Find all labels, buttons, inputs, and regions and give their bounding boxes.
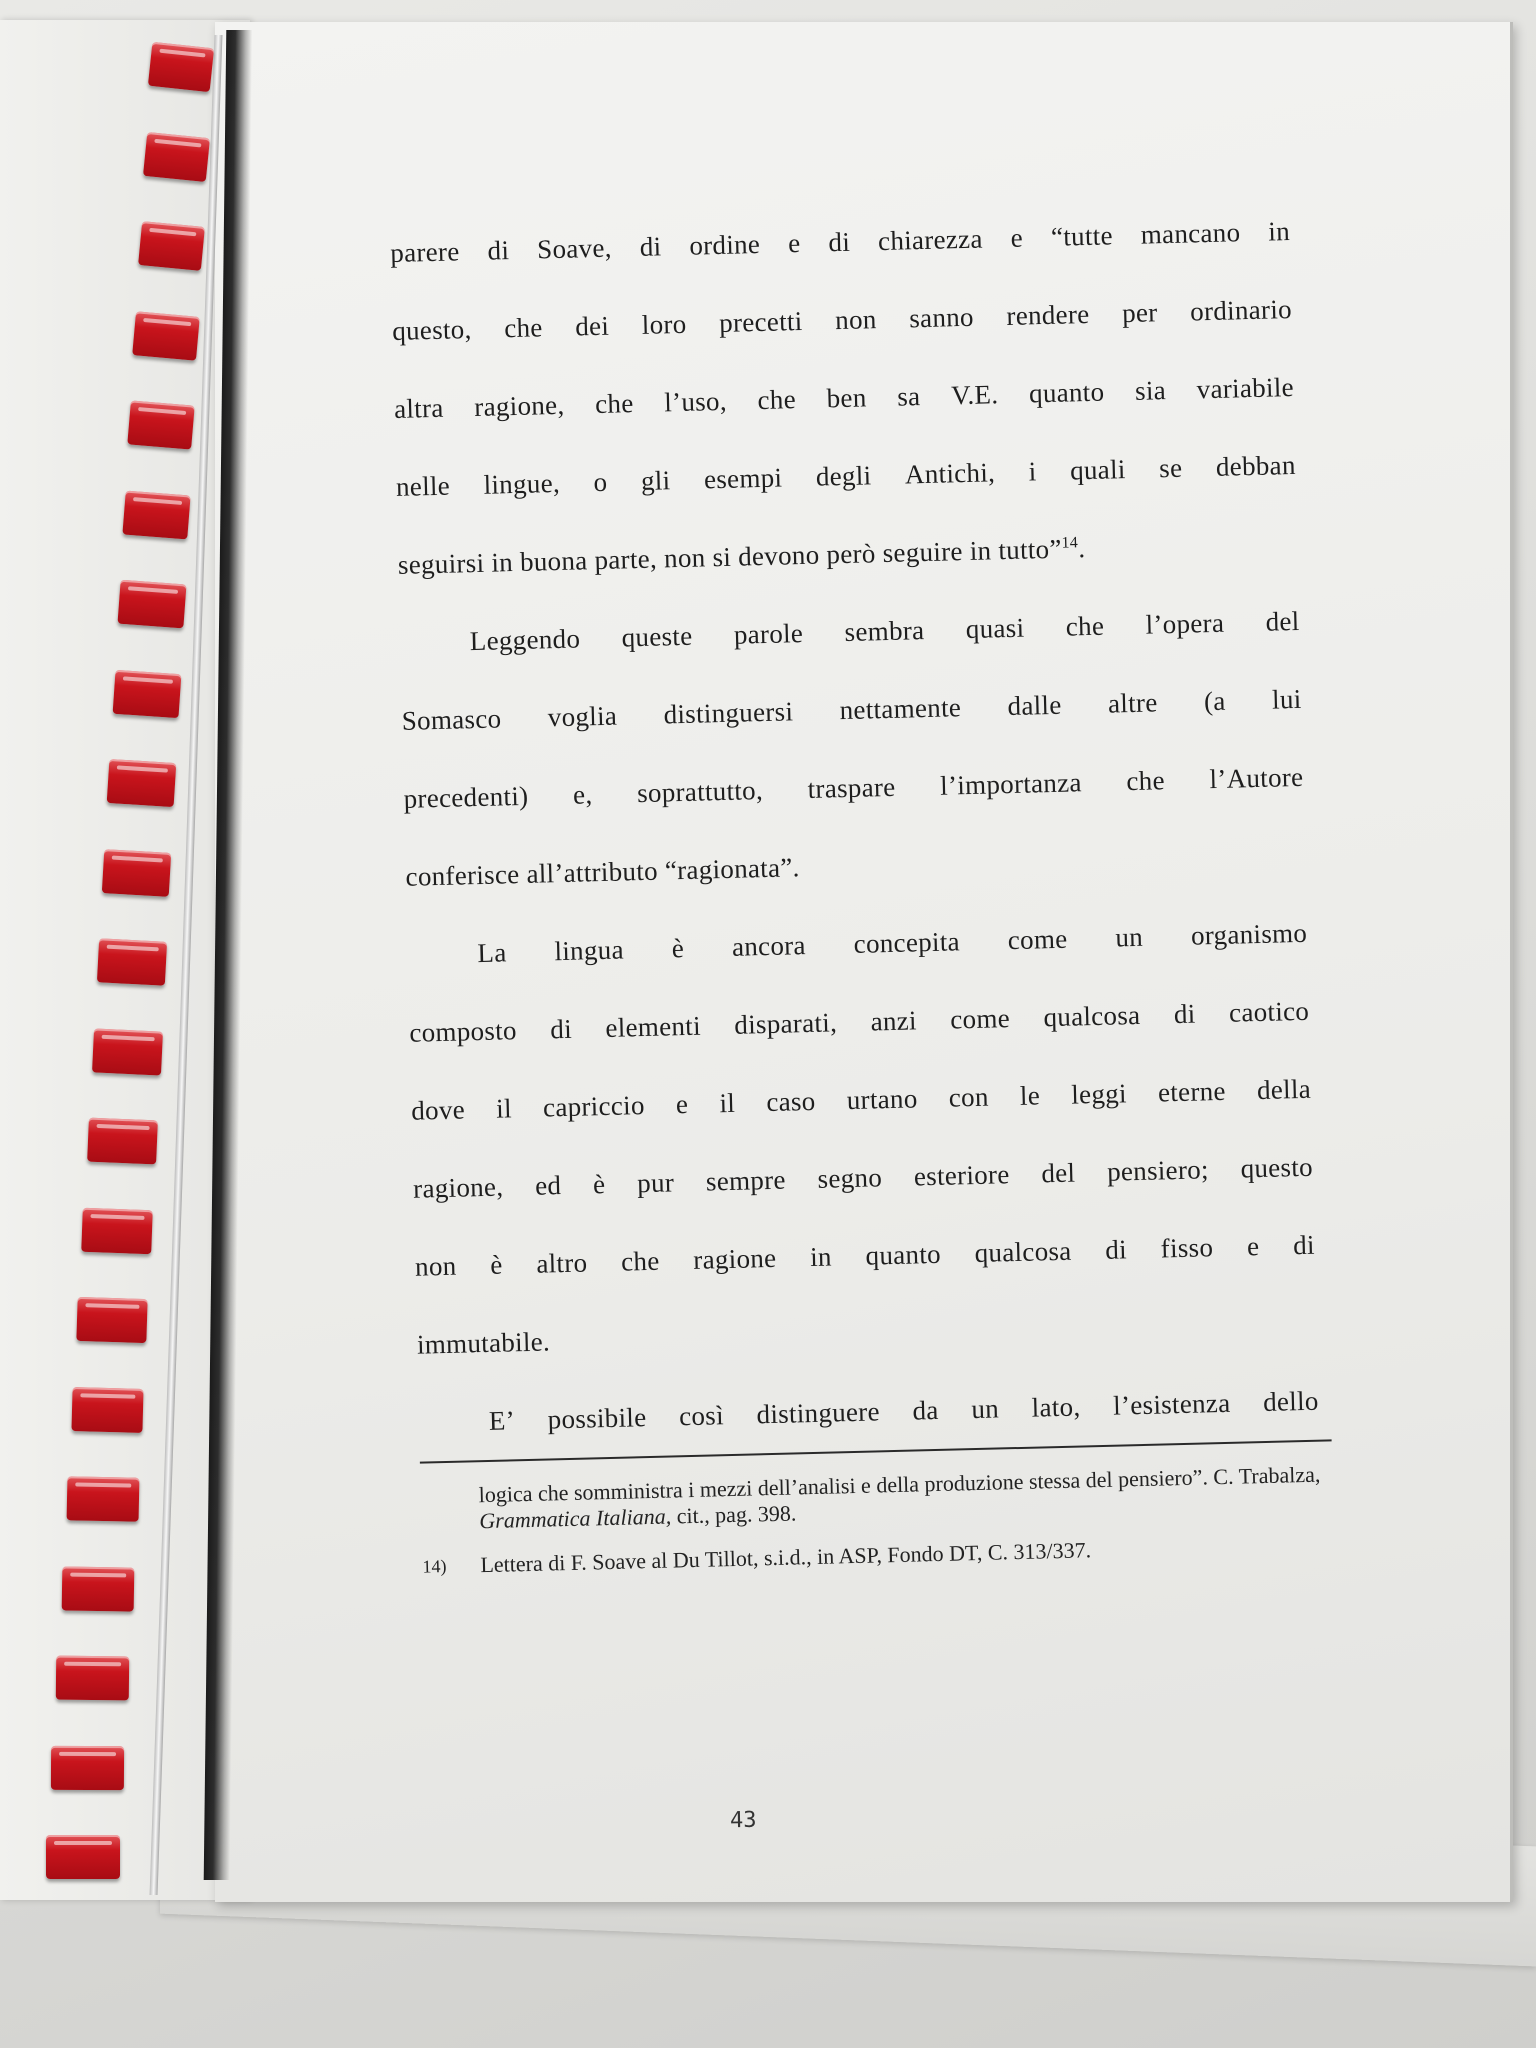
word: nettamente xyxy=(839,692,962,726)
line-tail: . xyxy=(1077,533,1086,564)
word: l’importanza xyxy=(939,767,1083,801)
line-text: seguirsi in buona parte, non si devono però seguire in tutto” xyxy=(397,533,1063,580)
binding-coil xyxy=(87,1118,158,1165)
word: l’opera xyxy=(1145,607,1225,640)
word: esteriore xyxy=(913,1159,1010,1192)
word: precetti xyxy=(718,305,803,338)
word: queste xyxy=(621,620,693,653)
binding-coil xyxy=(56,1656,129,1701)
binding-coil xyxy=(138,221,205,271)
word: qualcosa xyxy=(974,1235,1072,1269)
word: rendere xyxy=(1006,298,1090,331)
binding-coil xyxy=(61,1566,134,1611)
word: Leggendo xyxy=(469,623,581,657)
word: caotico xyxy=(1228,995,1310,1028)
word: del xyxy=(1041,1157,1076,1189)
word: come xyxy=(949,1003,1011,1035)
word: di xyxy=(1292,1229,1316,1261)
word: questo, xyxy=(391,314,472,346)
word: dove xyxy=(410,1094,466,1126)
word: ragione xyxy=(692,1242,777,1275)
line-text: immutabile. xyxy=(416,1326,551,1360)
word: da xyxy=(912,1394,939,1426)
word: un xyxy=(970,1393,1000,1425)
binding-coil xyxy=(133,311,200,360)
word: è xyxy=(592,1169,606,1200)
word: di xyxy=(549,1013,573,1045)
word: sempre xyxy=(705,1164,787,1197)
word: non xyxy=(414,1250,457,1282)
binding-coil xyxy=(122,490,190,539)
word: i xyxy=(1028,456,1037,487)
binding-coil xyxy=(82,1207,153,1254)
word: così xyxy=(678,1400,725,1432)
word: leggi xyxy=(1070,1078,1128,1110)
binding-coil xyxy=(71,1387,143,1433)
word: nelle xyxy=(395,470,451,502)
word: dello xyxy=(1262,1385,1319,1418)
word: ordinario xyxy=(1189,293,1293,327)
word: dei xyxy=(574,310,610,342)
binding-coil xyxy=(148,42,214,92)
word: di xyxy=(1104,1234,1128,1265)
word: distinguere xyxy=(756,1396,881,1430)
word: degli xyxy=(815,460,872,492)
spiral-binding xyxy=(40,35,240,1905)
word: variabile xyxy=(1196,371,1295,405)
word: e xyxy=(1246,1231,1260,1262)
word: altra xyxy=(393,392,444,424)
word: precedenti) xyxy=(403,780,529,814)
word: mancano xyxy=(1140,217,1241,250)
word: sanno xyxy=(908,301,975,334)
word: quali xyxy=(1069,454,1126,486)
word: parole xyxy=(733,618,804,650)
word: ordine xyxy=(688,228,761,261)
word: debban xyxy=(1215,449,1297,482)
word: come xyxy=(1007,923,1068,956)
word: le xyxy=(1019,1080,1041,1111)
word: pur xyxy=(636,1167,675,1199)
word: Somasco xyxy=(401,703,502,736)
body-text xyxy=(390,218,1322,1580)
word: sembra xyxy=(844,615,925,648)
word: gli xyxy=(640,465,671,496)
binding-coil xyxy=(46,1835,120,1879)
word: per xyxy=(1121,297,1158,329)
word: possibile xyxy=(547,1402,647,1435)
footnote-tail: cit., pag. 398. xyxy=(670,1500,797,1529)
word: il xyxy=(719,1087,736,1119)
word: concepita xyxy=(853,926,961,959)
word: V.E. xyxy=(950,379,999,411)
word: La xyxy=(477,937,507,969)
footnote-continuation-text: logica che somministra i mezzi dell’analisi e della produzione stessa del pensiero”. C. Trabalza, xyxy=(478,1461,1321,1508)
word: o xyxy=(593,466,608,498)
word: quanto xyxy=(865,1238,942,1271)
word: l’Autore xyxy=(1209,761,1304,795)
word: fisso xyxy=(1160,1232,1214,1264)
word: che xyxy=(1126,765,1166,797)
binding-coil xyxy=(102,849,172,897)
word: lingue, xyxy=(483,467,561,500)
word: che xyxy=(594,388,634,420)
word: di xyxy=(1173,998,1196,1030)
binding-coil xyxy=(51,1745,125,1789)
word: che xyxy=(503,312,543,344)
binding-coil xyxy=(117,580,186,629)
word: loro xyxy=(641,308,687,340)
word: composto xyxy=(409,1015,518,1048)
word: e xyxy=(675,1088,689,1120)
footnote-14-number: 14) xyxy=(422,1556,447,1577)
word: sia xyxy=(1134,375,1167,406)
word: lingua xyxy=(554,934,625,967)
word: qualcosa xyxy=(1043,999,1141,1033)
word: urtano xyxy=(846,1083,918,1116)
word: disparati, xyxy=(733,1007,838,1040)
word: traspare xyxy=(807,771,896,804)
word: ancora xyxy=(731,930,807,962)
word: e xyxy=(1010,222,1024,253)
word: e, xyxy=(572,779,593,810)
word: organismo xyxy=(1190,917,1308,951)
word: che xyxy=(757,384,797,416)
word: voglia xyxy=(547,700,618,733)
word: di xyxy=(639,231,662,262)
word: l’uso, xyxy=(663,385,728,418)
word: parere xyxy=(389,236,460,268)
footnote-title: Grammatica Italiana, xyxy=(479,1503,672,1534)
word: chiarezza xyxy=(877,223,984,257)
binding-coil xyxy=(77,1297,149,1343)
binding-coil xyxy=(92,1028,163,1075)
word: quanto xyxy=(1028,376,1105,409)
word: sa xyxy=(896,381,921,412)
word: lui xyxy=(1271,683,1302,715)
word: che xyxy=(620,1245,660,1277)
word: altro xyxy=(536,1247,588,1279)
word: Soave, xyxy=(536,232,613,265)
word: ragione, xyxy=(412,1171,504,1204)
binding-coil xyxy=(112,669,181,717)
word: caso xyxy=(765,1085,816,1118)
footnote-ref: 14 xyxy=(1061,534,1079,552)
word: se xyxy=(1158,452,1183,484)
word: questo xyxy=(1240,1151,1314,1184)
binding-coil xyxy=(97,938,167,985)
word: elementi xyxy=(605,1010,702,1043)
word: E’ xyxy=(488,1405,516,1436)
word: ben xyxy=(826,382,867,414)
word: distinguersi xyxy=(663,696,794,730)
word: è xyxy=(671,933,685,964)
footnote-14-text: Lettera di F. Soave al Du Tillot, s.i.d., in ASP, Fondo DT, C. 313/337. xyxy=(480,1537,1092,1578)
word: l’esistenza xyxy=(1112,1387,1231,1421)
word: e xyxy=(787,227,801,259)
line-text: conferisce all’attributo “ragionata”. xyxy=(405,852,800,892)
word: Antichi, xyxy=(904,457,996,490)
word: un xyxy=(1115,921,1144,953)
word: in xyxy=(809,1241,833,1273)
word: del xyxy=(1265,605,1300,637)
word: non xyxy=(834,304,877,336)
word: segno xyxy=(817,1162,883,1194)
word: eterne xyxy=(1157,1075,1227,1108)
word: è xyxy=(489,1249,503,1280)
binding-coil xyxy=(127,400,195,449)
word: in xyxy=(1267,216,1291,247)
word: della xyxy=(1256,1073,1312,1106)
word: “tutte xyxy=(1050,220,1114,252)
word: che xyxy=(1065,610,1105,642)
binding-coil xyxy=(107,759,176,807)
word: altre xyxy=(1107,687,1158,719)
word: il xyxy=(495,1093,513,1124)
word: con xyxy=(948,1081,990,1113)
word: ed xyxy=(534,1170,562,1201)
word: di xyxy=(487,235,510,266)
word: ragione, xyxy=(473,389,565,422)
word: dalle xyxy=(1007,689,1062,722)
word: (a xyxy=(1203,685,1226,717)
word: capriccio xyxy=(542,1090,646,1123)
word: anzi xyxy=(870,1005,918,1037)
page-number: 43 xyxy=(729,1807,757,1834)
word: pensiero; xyxy=(1106,1154,1210,1187)
word: lato, xyxy=(1031,1391,1081,1423)
word: quasi xyxy=(965,612,1025,645)
word: soprattutto, xyxy=(636,775,764,809)
word: di xyxy=(828,226,851,258)
binding-coil xyxy=(66,1476,138,1521)
binding-coil xyxy=(143,132,210,182)
word: esempi xyxy=(703,462,783,495)
